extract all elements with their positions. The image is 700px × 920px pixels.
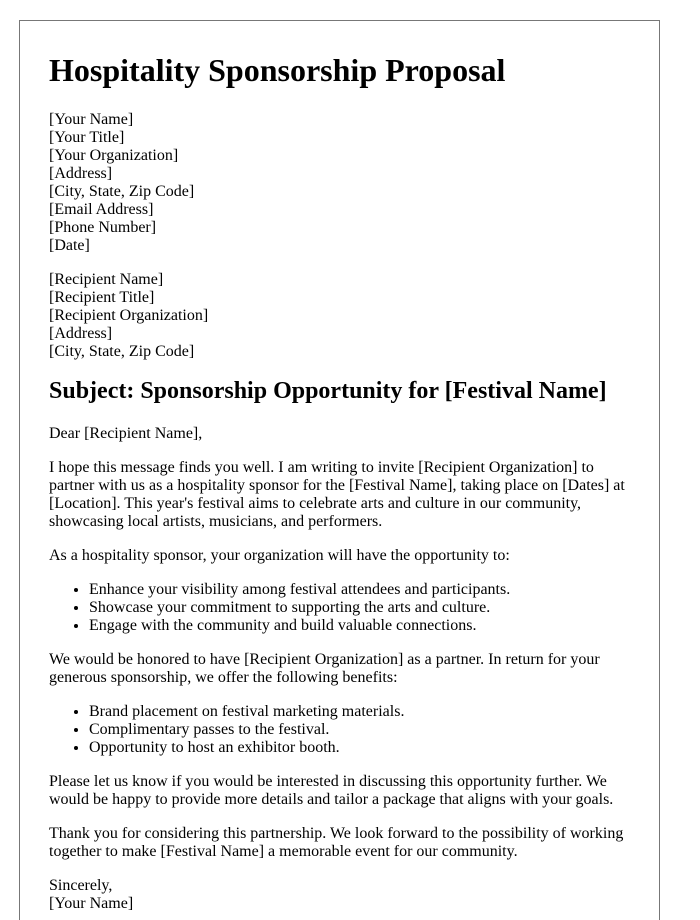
subject-heading: Subject: Sponsorship Opportunity for [Festival Name] (49, 378, 607, 404)
recipient-name: [Recipient Name] (49, 271, 164, 288)
recipient-organization: [Recipient Organization] (49, 307, 209, 324)
list-item: • Opportunity to host an exhibitor booth. (89, 739, 630, 757)
thanks-paragraph: Thank you for considering this partnership. We look forward to the possibility of working together to make [Festival Name] a memorable event for our community. (49, 825, 624, 860)
benefits-intro: We would be honored to have [Recipient Organization] as a partner. In return for your generous sponsorship, we offer the following benefits: (49, 651, 600, 686)
recipient-title: [Recipient Title] (49, 289, 155, 306)
intro-paragraph: I hope this message finds you well. I am writing to invite [Recipient Organization] to partner with us as a hospitality sponsor for the [Festival Name], taking place on [Dates] at [Location]. This year's festival aims to celebrate arts and culture in our community, showcasing local artists, musicians, and performers. (49, 459, 625, 530)
opportunity-intro: As a hospitality sponsor, your organization will have the opportunity to: (49, 547, 510, 564)
recipient-block (49, 271, 630, 361)
closing: Sincerely, (49, 877, 113, 894)
list-item: • Brand placement on festival marketing materials. (89, 703, 630, 721)
list-item: • Enhance your visibility among festival attendees and participants. (89, 581, 630, 599)
recipient-address: [Address] (49, 325, 113, 342)
sender-block (49, 111, 630, 255)
letter-date: [Date] (49, 237, 90, 254)
followup-paragraph: Please let us know if you would be interested in discussing this opportunity further. We would be happy to provide more details and tailor a package that aligns with your goals. (49, 773, 614, 808)
recipient-city-state-zip: [City, State, Zip Code] (49, 343, 195, 360)
benefits-list (49, 703, 630, 757)
page-title: Hospitality Sponsorship Proposal (49, 52, 506, 88)
signature-name: [Your Name] (49, 895, 134, 912)
sender-name: [Your Name] (49, 111, 134, 128)
list-item: • Showcase your commitment to supporting the arts and culture. (89, 599, 630, 617)
sender-address: [Address] (49, 165, 113, 182)
list-item: • Engage with the community and build valuable connections. (89, 617, 630, 635)
opportunity-list (49, 581, 630, 635)
signature-block (49, 877, 630, 913)
salutation: Dear [Recipient Name], (49, 425, 203, 442)
letter-page (19, 20, 660, 920)
sender-title: [Your Title] (49, 129, 125, 146)
sender-phone: [Phone Number] (49, 219, 157, 236)
sender-city-state-zip: [City, State, Zip Code] (49, 183, 195, 200)
sender-organization: [Your Organization] (49, 147, 179, 164)
sender-email: [Email Address] (49, 201, 154, 218)
list-item: • Complimentary passes to the festival. (89, 721, 630, 739)
